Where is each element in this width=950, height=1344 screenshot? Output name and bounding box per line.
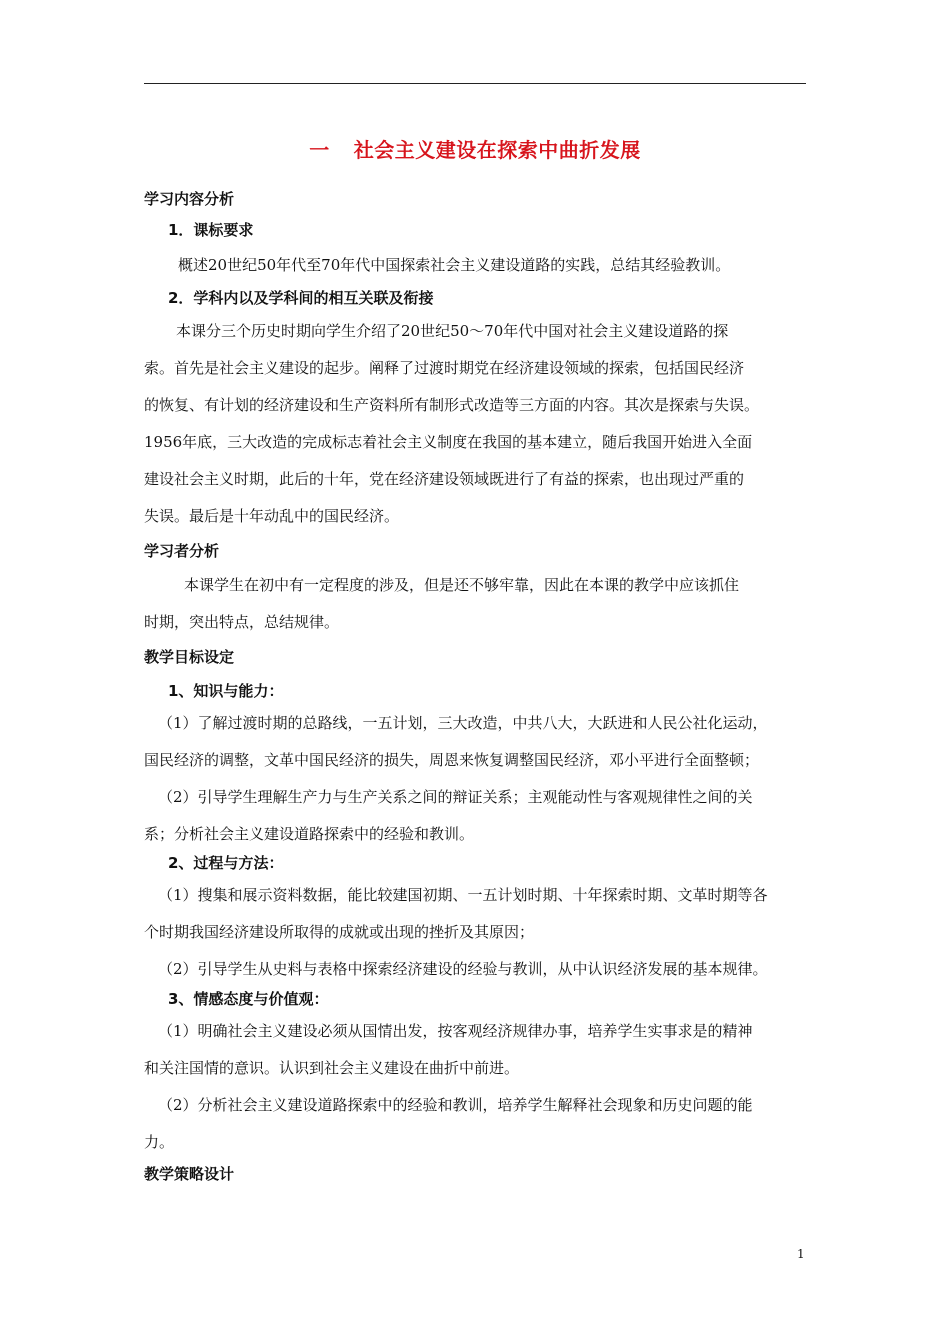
title-text: 社会主义建设在探索中曲折发展	[353, 138, 641, 162]
text-line: 国民经济的调整，文革中国民经济的损失，周恩来恢复调整国民经济，邓小平进行全面整顿；	[144, 751, 760, 769]
heading-learner-analysis: 学习者分析	[144, 542, 220, 560]
text-line: （2）引导学生从史料与表格中探索经济建设的经验与教训，从中认识经济发展的基本规律。	[158, 960, 768, 978]
curriculum-text: 概述20世纪50年代至70年代中国探索社会主义建设道路的实践，总结其经验教训。	[178, 256, 731, 274]
text-line: 和关注国情的意识。认识到社会主义建设在曲折中前进。	[144, 1059, 520, 1077]
text-line: （2）分析社会主义建设道路探索中的经验和教训，培养学生解释社会现象和历史问题的能	[158, 1096, 753, 1114]
subheading-process: 2、过程与方法：	[168, 854, 284, 872]
text-line: 时期，突出特点，总结规律。	[144, 613, 340, 631]
text-line: 的恢复、有计划的经济建设和生产资料所有制形式改造等三方面的内容。其次是探索与失误。	[144, 396, 760, 414]
subheading-knowledge: 1、知识与能力：	[168, 682, 284, 700]
subheading-curriculum: 1．课标要求	[168, 221, 254, 239]
text-line: （2）引导学生理解生产力与生产关系之间的辩证关系；主观能动性与客观规律性之间的关	[158, 788, 753, 806]
text-line: 个时期我国经济建设所取得的成就或出现的挫折及其原因；	[144, 923, 535, 941]
text-line: （1）搜集和展示资料数据，能比较建国初期、一五计划时期、十年探索时期、文革时期等各	[158, 886, 768, 904]
heading-teaching-goals: 教学目标设定	[144, 648, 235, 666]
text-line: 系；分析社会主义建设道路探索中的经验和教训。	[144, 825, 475, 843]
subheading-connections: 2．学科内以及学科间的相互关联及衔接	[168, 289, 434, 307]
learner-paragraph	[144, 571, 808, 636]
heading-learning-content: 学习内容分析	[144, 190, 235, 208]
text-line: 索。首先是社会主义建设的起步。阐释了过渡时期党在经济建设领域的探索，包括国民经济	[144, 359, 745, 377]
knowledge-paragraph	[144, 709, 808, 848]
text-line: 1956年底，三大改造的完成标志着社会主义制度在我国的基本建立，随后我国开始进入全面	[144, 433, 753, 451]
heading-teaching-strategy: 教学策略设计	[144, 1165, 235, 1183]
text-line: 失误。最后是十年动乱中的国民经济。	[144, 507, 400, 525]
text-line: （1）明确社会主义建设必须从国情出发，按客观经济规律办事，培养学生实事求是的精神	[158, 1022, 753, 1040]
title-number: 一	[309, 138, 330, 162]
text-line: 本课分三个历史时期向学生介绍了20世纪50～70年代中国对社会主义建设道路的探	[176, 322, 729, 340]
values-paragraph	[144, 1017, 808, 1156]
page-number: 1	[797, 1247, 805, 1261]
text-line: （1）了解过渡时期的总路线，一五计划，三大改造，中共八大，大跃进和人民公社化运动，	[158, 714, 768, 732]
process-paragraph	[144, 881, 808, 983]
text-line: 本课学生在初中有一定程度的涉及，但是还不够牢靠，因此在本课的教学中应该抓住	[184, 576, 740, 594]
subheading-values: 3、情感态度与价值观：	[168, 990, 329, 1008]
text-line: 建设社会主义时期，此后的十年，党在经济建设领域既进行了有益的探索，也出现过严重的	[144, 470, 745, 488]
header-rule	[144, 83, 806, 84]
connections-paragraph	[144, 317, 808, 530]
text-line: 力。	[144, 1133, 175, 1151]
page-title	[144, 134, 806, 163]
